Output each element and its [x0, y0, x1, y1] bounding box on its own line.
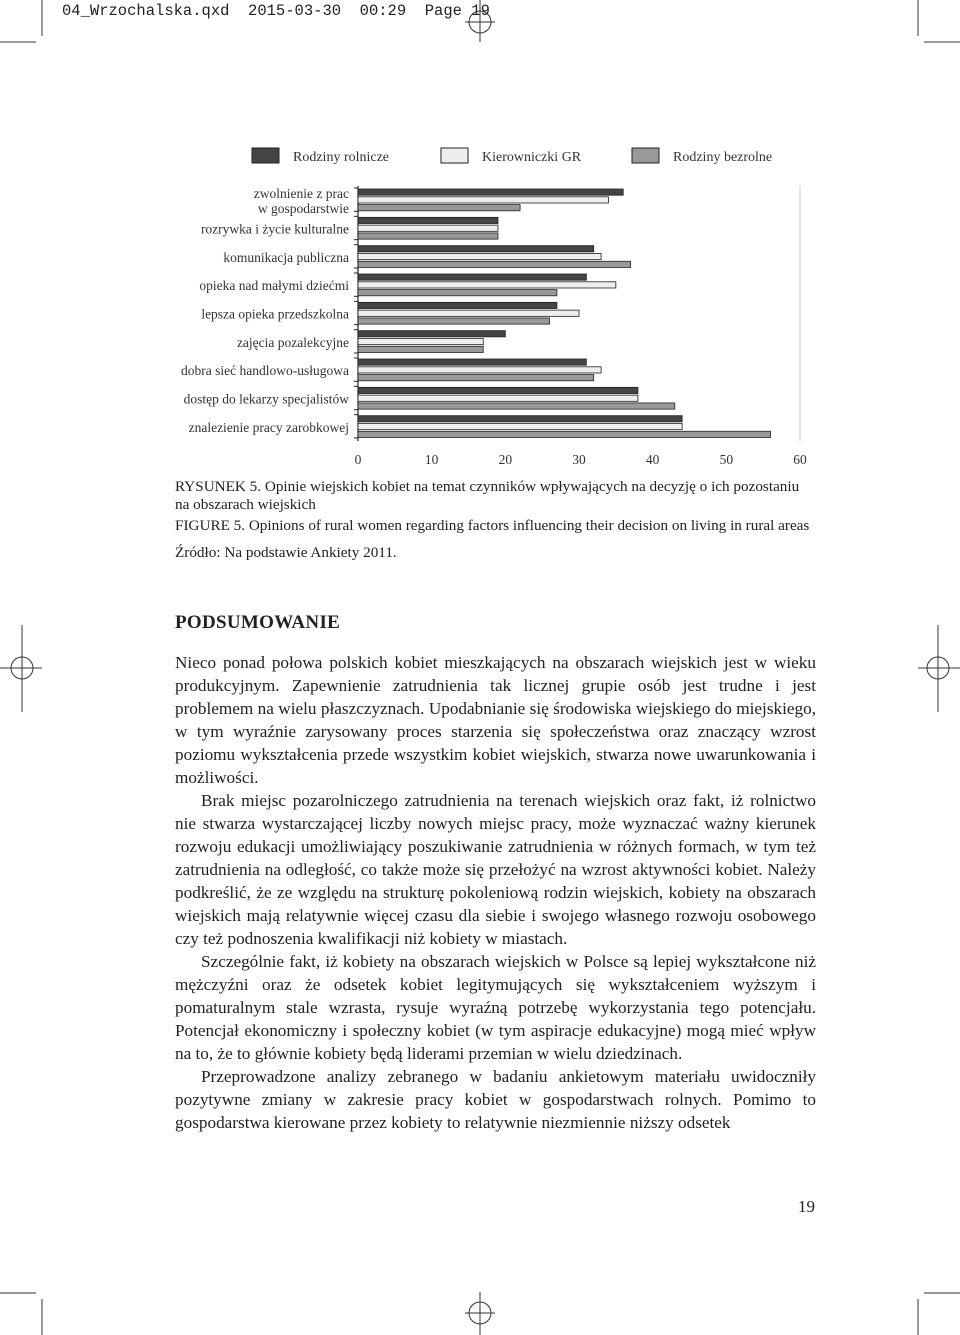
bar: [358, 189, 623, 195]
bar: [358, 395, 638, 401]
y-tick-label: komunikacja publiczna: [223, 249, 349, 265]
section-heading: PODSUMOWANIE: [175, 612, 341, 633]
bar: [358, 331, 505, 337]
y-tick-label: zajęcia pozalekcyjne: [236, 334, 349, 350]
bar: [358, 387, 638, 393]
bar: [358, 338, 483, 344]
bar: [358, 403, 675, 409]
y-tick-label: w gospodarstwie: [257, 201, 349, 216]
bar: [358, 282, 616, 288]
paragraph-4: Przeprowadzone analizy zebranego w badaniu ankietowym materiału uwidoczniły pozytywne zmiany w zakresie pracy kobiet w gospodarstwach rolnych. Pomimo to gospodarstwa kierowane przez kobiety to relatywnie niezmiennie niższy odsetek: [175, 1067, 816, 1132]
legend-label: Rodziny bezrolne: [673, 150, 773, 165]
y-tick-label: znalezienie pracy zarobkowej: [188, 419, 349, 435]
paragraph-1: Nieco ponad połowa polskich kobiet mieszkających na obszarach wiejskich jest w wieku produkcyjnym. Zapewnienie zatrudnienia tak licznej grupie osób jest trudne i jest problemem na wielu płaszczyznach. Upodabnianie się środowiska wiejskiego do miejskiego, w tym wyraźnie zarysowany proces starzenia się społeczeństwa oraz znaczący wzrost poziomu wykształcenia przede wszystkim kobiet wiejskich, stwarza nowe uwarunkowania i możliwości.: [175, 653, 816, 787]
x-tick-label: 10: [424, 452, 439, 467]
bar: [358, 310, 579, 316]
x-tick-label: 50: [719, 452, 734, 467]
bar: [358, 253, 601, 259]
bar: [358, 225, 498, 231]
registration-mark-bottom: [465, 1292, 495, 1335]
legend-swatch: [252, 148, 279, 163]
bar: [358, 217, 498, 223]
y-tick-label: rozrywka i życie kulturalne: [200, 221, 349, 237]
y-tick-label: dostęp do lekarzy specjalistów: [183, 391, 349, 407]
figure-source: Źródło: Na podstawie Ankiety 2011.: [175, 544, 397, 561]
x-tick-label: 30: [572, 452, 586, 467]
legend-swatch: [632, 148, 659, 163]
chart-figure-5: [0, 0, 960, 480]
x-tick-label: 60: [793, 452, 807, 467]
y-tick-label: dobra sieć handlowo-usługowa: [181, 363, 349, 379]
section-body: [175, 651, 816, 1134]
x-tick-label: 20: [498, 452, 513, 467]
bar: [358, 302, 557, 308]
figure-caption-pl: RYSUNEK 5. Opinie wiejskich kobiet na temat czynników wpływających na decyzję o ich pozostaniu na obszarach wiejskich: [175, 478, 800, 513]
registration-mark-left: [0, 625, 42, 712]
bar: [358, 261, 631, 267]
bar: [358, 290, 557, 296]
registration-mark-right: [918, 625, 960, 712]
bar: [358, 367, 601, 373]
bar: [358, 274, 586, 280]
legend-swatch: [441, 148, 468, 163]
print-slug-header: 04_Wrzochalska.qxd 2015-03-30 00:29 Page 19: [62, 2, 490, 20]
bar: [358, 197, 608, 203]
bar: [358, 346, 483, 352]
bar: [358, 318, 550, 324]
y-tick-label: opieka nad małymi dziećmi: [199, 278, 349, 294]
bar: [358, 359, 586, 365]
paragraph-3: Szczególnie fakt, iż kobiety na obszarach wiejskich w Polsce są lepiej wykształcone niż mężczyźni oraz że odsetek kobiet legitymujących się wykształceniem wyższym i pomaturalnym stale wzrasta, rysuje wyraźną potrzebę wykorzystania tego potencjału. Potencjał ekonomiczny i społeczny kobiet (w tym aspiracje edukacyjne) mogą mieć wpływ na to, że to głównie kobiety będą liderami przemian w wielu dziedzinach.: [175, 952, 816, 1063]
bar: [358, 431, 771, 437]
bar: [358, 205, 520, 211]
legend-label: Rodziny rolnicze: [293, 150, 390, 165]
bar: [358, 233, 498, 239]
paragraph-2: Brak miejsc pozarolniczego zatrudnienia na terenach wiejskich oraz fakt, iż rolnictwo nie stwarza wystarczającej liczby nowych miejsc pracy, może wyznaczać ważny kierunek rozwoju edukacji umożliwiający poszukiwanie zatrudnienia w różnych formach, w tym też zatrudnienia na odległość, co także może się przełożyć na wzrost aktywności kobiet. Należy podkreślić, że ze względu na strukturę pokoleniową rodzin wiejskich, kobiety na obszarach wiejskich mają relatywnie więcej czasu dla siebie i swojego własnego rozwoju osobowego czy też podnoszenia kwalifikacji niż kobiety w miastach.: [175, 791, 816, 948]
x-tick-label: 40: [645, 452, 660, 467]
bar: [358, 423, 682, 429]
y-tick-label: zwolnienie z prac: [253, 186, 349, 201]
page-number: 19: [798, 1197, 815, 1216]
figure-caption-en: FIGURE 5. Opinions of rural women regarding factors influencing their decision on living in rural areas: [175, 517, 810, 534]
bar: [358, 246, 594, 252]
bar: [358, 416, 682, 422]
bar: [358, 375, 594, 381]
legend-label: Kierowniczki GR: [482, 150, 582, 165]
y-tick-label: lepsza opieka przedszkolna: [201, 306, 349, 322]
x-tick-label: 0: [354, 452, 362, 467]
